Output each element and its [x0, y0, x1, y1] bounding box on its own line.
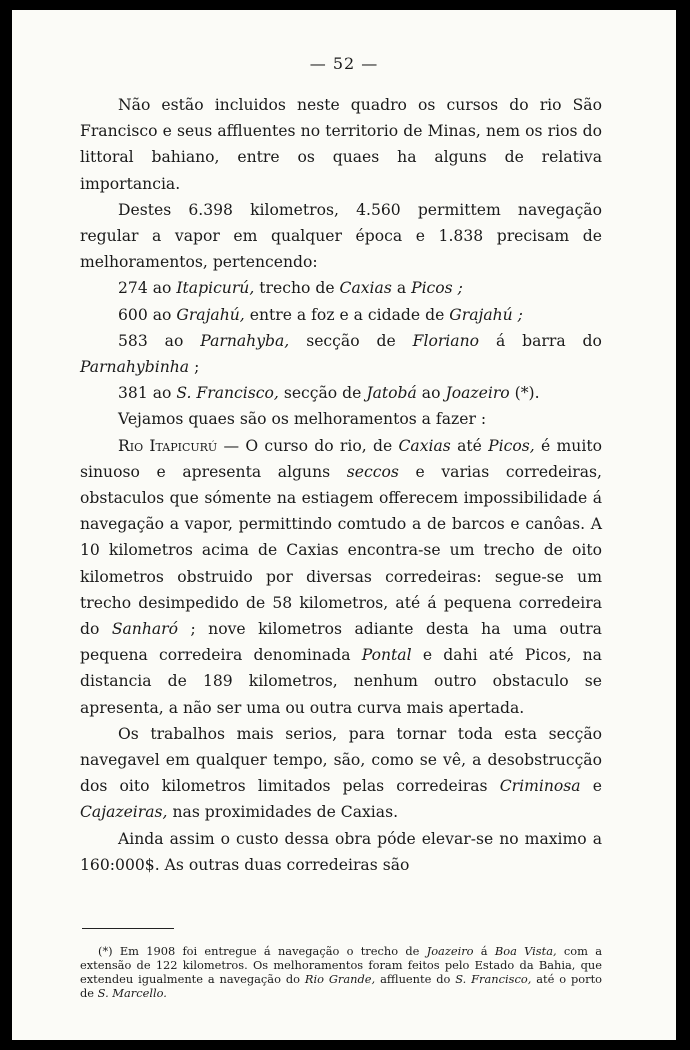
- list-item-parnahyba: 583 ao Parnahyba, secção de Floriano á barra do Parnahybinha ;: [80, 331, 602, 377]
- paragraph-vejamos: Vejamos quaes são os melhoramentos a fazer :: [118, 410, 487, 429]
- paragraph-custo: Ainda assim o custo dessa obra póde elevar-se no maximo a 160:000$. As outras duas corredeiras são: [80, 829, 602, 874]
- footnote-rule: [82, 928, 174, 929]
- list-item-itapicuru: 274 ao Itapicurú, trecho de Caxias a Picos ;: [118, 279, 463, 298]
- paragraph-2: Destes 6.398 kilometros, 4.560 permittem navegação regular a vapor em qualquer época e 1.838 precisam de melhoramentos, pertencendo:: [80, 200, 602, 272]
- section-heading: Rio Itapicurú: [118, 436, 218, 455]
- paragraph-itapicuru: Rio Itapicurú — O curso do rio, de Caxias até Picos, é muito sinuoso e apresenta alguns seccos e varias corredeiras, obstaculos que sómente na estiagem offerecem impossibilidade á navegação a vapor, permittindo comtudo a de barcos e canôas. A 10 kilometros acima de Caxias encontra-se um trecho de oito kilometros obstruido por diversas corredeiras: segue-se um trecho desimpedido de 58 kilometros, até á pequena corredeira do Sanharó ; nove kilometros adiante desta ha uma outra pequena corredeira denominada Pontal e dahi até Picos, na distancia de 189 kilometros, nenhum outro obstaculo se apresenta, a não ser uma ou outra curva mais apertada.: [80, 436, 602, 717]
- footnote: (*) Em 1908 foi entregue á navegação o trecho de Joazeiro á Boa Vista, com a extensão de 122 kilometros. Os melhoramentos foram feitos pelo Estado da Bahia, que extendeu igualmente a navegação do Rio Grande, affluente do S. Francisco, até o porto de S. Marcello.: [80, 944, 603, 1000]
- book-page: [12, 10, 676, 1040]
- paragraph-1: Não estão incluidos neste quadro os cursos do rio São Francisco e seus affluentes no territorio de Minas, nem os rios do littoral bahiano, entre os quaes ha alguns de relativa importancia.: [80, 96, 602, 193]
- page-number: — 52 —: [309, 54, 379, 73]
- list-item-grajahu: 600 ao Grajahú, entre a foz e a cidade de Grajahú ;: [118, 305, 523, 324]
- list-item-sao-francisco: 381 ao S. Francisco, secção de Jatobá ao Joazeiro (*).: [118, 384, 540, 403]
- paragraph-trabalhos: Os trabalhos mais serios, para tornar toda esta secção navegavel em qualquer tempo, são, como se vê, a desobstrucção dos oito kilometros limitados pelas corredeiras Criminosa e Cajazeiras, nas proximidades de Caxias.: [80, 724, 602, 822]
- main-text: [80, 92, 602, 878]
